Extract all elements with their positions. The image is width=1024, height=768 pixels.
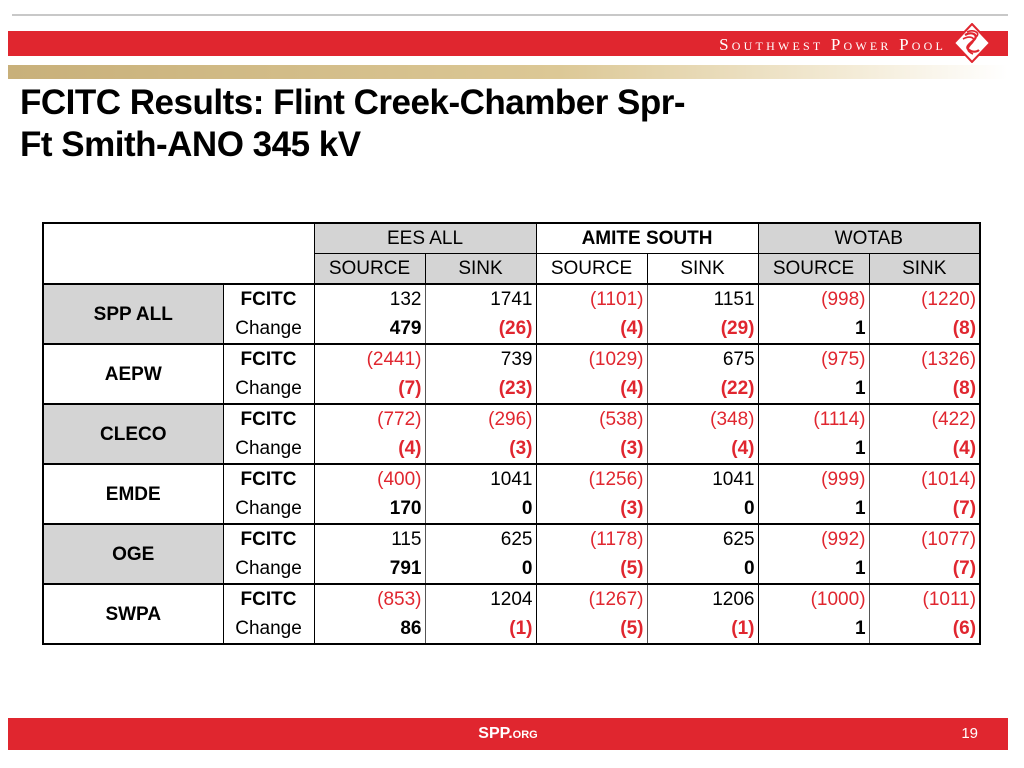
fcitc-value: 1041 [647, 464, 758, 494]
brand-name: Southwest Power Pool [719, 35, 946, 54]
metric-label: FCITC [223, 284, 314, 314]
group-header: WOTAB [758, 223, 980, 254]
fcitc-value: 625 [425, 524, 536, 554]
region-label: AEPW [43, 344, 223, 404]
spp-logo-icon [952, 23, 992, 63]
metric-label: FCITC [223, 524, 314, 554]
change-value: (6) [869, 614, 980, 644]
fcitc-value: (1014) [869, 464, 980, 494]
region-label: OGE [43, 524, 223, 584]
change-value: (3) [425, 434, 536, 464]
region-label: CLECO [43, 404, 223, 464]
fcitc-value: 132 [314, 284, 425, 314]
column-header: SOURCE [536, 254, 647, 285]
fcitc-value: (296) [425, 404, 536, 434]
change-value: 1 [758, 494, 869, 524]
change-value: (4) [536, 374, 647, 404]
fcitc-value: (348) [647, 404, 758, 434]
fcitc-value: (1077) [869, 524, 980, 554]
fcitc-value: (538) [536, 404, 647, 434]
fcitc-value: (400) [314, 464, 425, 494]
column-header: SINK [425, 254, 536, 285]
fcitc-value: (1256) [536, 464, 647, 494]
group-header: EES ALL [314, 223, 536, 254]
metric-label: FCITC [223, 464, 314, 494]
top-divider [12, 14, 1008, 16]
change-value: 1 [758, 554, 869, 584]
group-header: AMITE SOUTH [536, 223, 758, 254]
fcitc-value: (1000) [758, 584, 869, 614]
slide-title-line-2: Ft Smith-ANO 345 kV [20, 125, 361, 164]
metric-label: FCITC [223, 344, 314, 374]
change-value: 170 [314, 494, 425, 524]
fcitc-value: (1267) [536, 584, 647, 614]
change-value: 1 [758, 374, 869, 404]
fcitc-value: (992) [758, 524, 869, 554]
fcitc-value: 115 [314, 524, 425, 554]
fcitc-results-table [42, 222, 981, 645]
change-value: 0 [425, 494, 536, 524]
fcitc-value: (1326) [869, 344, 980, 374]
metric-label: FCITC [223, 404, 314, 434]
fcitc-value: 1741 [425, 284, 536, 314]
fcitc-value: 625 [647, 524, 758, 554]
accent-bar [8, 65, 1008, 79]
change-value: (3) [536, 494, 647, 524]
region-label: SPP ALL [43, 284, 223, 344]
fcitc-value: 1041 [425, 464, 536, 494]
table-row [43, 524, 980, 554]
column-header: SINK [647, 254, 758, 285]
fcitc-value: (1178) [536, 524, 647, 554]
column-header: SOURCE [314, 254, 425, 285]
change-value: 1 [758, 314, 869, 344]
page-number: 19 [961, 725, 978, 742]
change-value: (1) [425, 614, 536, 644]
change-value: (5) [536, 554, 647, 584]
fcitc-value: (1011) [869, 584, 980, 614]
fcitc-value: (975) [758, 344, 869, 374]
metric-label: Change [223, 374, 314, 404]
change-value: (4) [869, 434, 980, 464]
fcitc-value: (2441) [314, 344, 425, 374]
change-value: (4) [536, 314, 647, 344]
fcitc-value: 1151 [647, 284, 758, 314]
footer-bar [8, 718, 1008, 750]
change-value: 0 [425, 554, 536, 584]
fcitc-value: (422) [869, 404, 980, 434]
slide-title-line-1: FCITC Results: Flint Creek-Chamber Spr- [20, 83, 686, 122]
change-value: (22) [647, 374, 758, 404]
metric-label: Change [223, 554, 314, 584]
table-row [43, 404, 980, 434]
fcitc-value: (1220) [869, 284, 980, 314]
fcitc-value: (1101) [536, 284, 647, 314]
results-body [43, 284, 980, 644]
change-value: (1) [647, 614, 758, 644]
table-row [43, 584, 980, 614]
change-value: (5) [536, 614, 647, 644]
metric-label: Change [223, 314, 314, 344]
change-value: (4) [647, 434, 758, 464]
metric-label: FCITC [223, 584, 314, 614]
change-value: (23) [425, 374, 536, 404]
change-value: (8) [869, 314, 980, 344]
fcitc-value: (1114) [758, 404, 869, 434]
change-value: 0 [647, 494, 758, 524]
region-label: EMDE [43, 464, 223, 524]
footer-url: SPP.org [478, 725, 538, 742]
fcitc-value: 675 [647, 344, 758, 374]
table-row [43, 464, 980, 494]
change-value: (3) [536, 434, 647, 464]
fcitc-value: 1204 [425, 584, 536, 614]
region-label: SWPA [43, 584, 223, 644]
column-header: SOURCE [758, 254, 869, 285]
change-value: (29) [647, 314, 758, 344]
slide-title [20, 82, 1000, 166]
change-value: (7) [869, 554, 980, 584]
corner-cell [43, 223, 314, 284]
fcitc-value: (853) [314, 584, 425, 614]
fcitc-value: 1206 [647, 584, 758, 614]
table-row [43, 284, 980, 314]
change-value: 791 [314, 554, 425, 584]
change-value: (26) [425, 314, 536, 344]
metric-label: Change [223, 614, 314, 644]
change-value: 0 [647, 554, 758, 584]
metric-label: Change [223, 494, 314, 524]
fcitc-value: (999) [758, 464, 869, 494]
change-value: 479 [314, 314, 425, 344]
fcitc-value: (998) [758, 284, 869, 314]
table-row [43, 344, 980, 374]
fcitc-value: (1029) [536, 344, 647, 374]
change-value: 1 [758, 434, 869, 464]
fcitc-value: 739 [425, 344, 536, 374]
change-value: 86 [314, 614, 425, 644]
change-value: (8) [869, 374, 980, 404]
column-header: SINK [869, 254, 980, 285]
change-value: (4) [314, 434, 425, 464]
group-header-row [43, 223, 980, 254]
change-value: 1 [758, 614, 869, 644]
fcitc-value: (772) [314, 404, 425, 434]
change-value: (7) [314, 374, 425, 404]
metric-label: Change [223, 434, 314, 464]
change-value: (7) [869, 494, 980, 524]
